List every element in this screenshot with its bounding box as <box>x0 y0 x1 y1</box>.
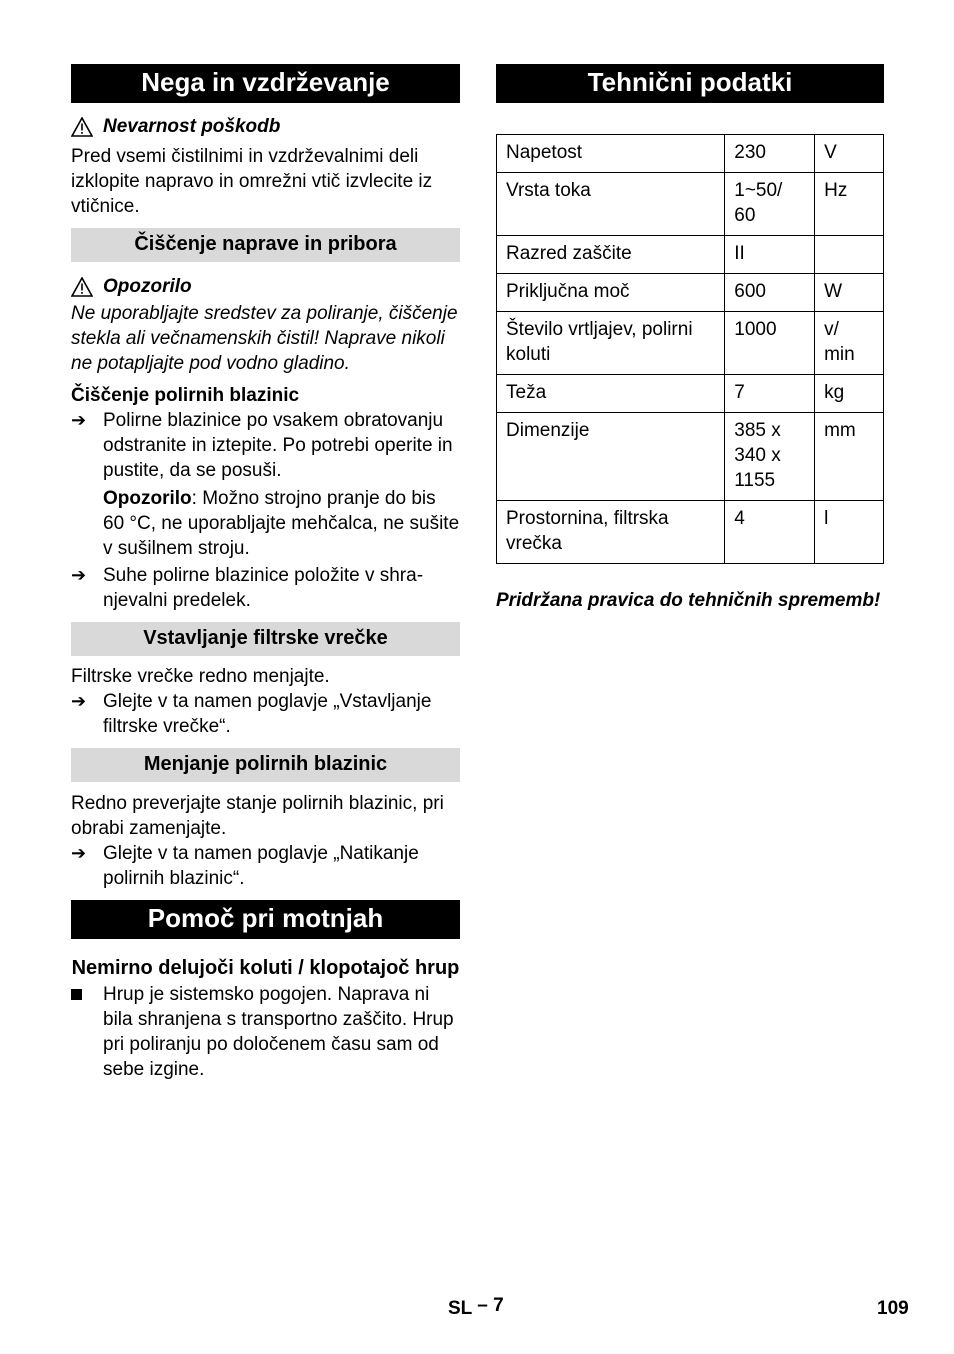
table-cell-label: Število vrtljajev, polirni koluti <box>497 312 725 375</box>
danger-label: Nevarnost poškodb <box>103 116 281 137</box>
warning-text: Ne uporabljajte sredstev za poliranje, čiščenje stekla ali večnamenskih čistil! Naprave nikoli ne potapljajte pod vodno gladino. <box>71 303 458 374</box>
table-cell-value: 1000 <box>725 312 815 375</box>
pads-note-label: Opozorilo <box>103 488 192 509</box>
table-cell-unit: kg <box>815 375 884 413</box>
list-item <box>71 689 460 739</box>
square-bullet-icon <box>71 989 82 1000</box>
right-column <box>496 64 884 613</box>
table-cell-label: Vrsta toka <box>497 173 725 236</box>
table-cell-value: 230 <box>725 135 815 173</box>
table-cell-label: Teža <box>497 375 725 413</box>
table-row <box>497 312 884 375</box>
table-cell-unit: l <box>815 501 884 564</box>
table-row <box>497 135 884 173</box>
section-cleaning: Čiščenje naprave in pribora <box>71 228 460 262</box>
table-cell-unit: W <box>815 274 884 312</box>
table-cell-unit: V <box>815 135 884 173</box>
warning-label: Opozorilo <box>103 276 192 297</box>
table-cell-unit: mm <box>815 413 884 501</box>
change-step: Glejte v ta namen poglavje „Natikanje polirnih blazinic“. <box>103 843 419 889</box>
table-cell-label: Razred zaščite <box>497 236 725 274</box>
table-row <box>497 173 884 236</box>
left-column <box>71 64 460 1082</box>
footer-lang-code: SL <box>448 1298 472 1319</box>
filter-text: Filtrske vrečke redno menjajte. <box>71 666 330 687</box>
list-item <box>71 563 460 613</box>
table-cell-value: II <box>725 236 815 274</box>
table-row <box>497 274 884 312</box>
warning-triangle-icon <box>71 277 93 297</box>
table-cell-label: Napetost <box>497 135 725 173</box>
footer-page-number: 109 <box>877 1298 909 1319</box>
warning-triangle-icon <box>71 117 93 137</box>
arrow-right-icon: ➔ <box>71 565 87 585</box>
warning-heading <box>71 274 460 299</box>
table-cell-value: 4 <box>725 501 815 564</box>
section-filter: Vstavljanje filtrske vrečke <box>71 622 460 656</box>
arrow-right-icon: ➔ <box>71 691 87 711</box>
change-text: Redno preverjajte stanje polirnih blazinic, pri obrabi zamenjajte. <box>71 793 444 839</box>
pads-step-1: Polirne blazinice po vsakem obratovanju odstranite in iztepite. Po potrebi operite in pustite, da se posuši. <box>103 410 453 481</box>
table-cell-value: 1~50/ 60 <box>725 173 815 236</box>
subheading-pads: Čiščenje polirnih blazinic <box>71 385 300 406</box>
table-cell-unit: v/ min <box>815 312 884 375</box>
footer-local-page: – 7 <box>477 1295 504 1316</box>
table-row <box>497 413 884 501</box>
footer-language <box>448 1295 504 1320</box>
table-row <box>497 501 884 564</box>
table-cell-label: Prostornina, filtrska vrečka <box>497 501 725 564</box>
table-cell-unit <box>815 236 884 274</box>
spec-table-body <box>497 135 884 564</box>
list-item <box>71 841 460 891</box>
table-cell-value: 7 <box>725 375 815 413</box>
pads-step-2: Suhe polirne blazinice položite v shranjevalni predelek. <box>103 565 424 611</box>
pads-note <box>71 486 460 561</box>
list-item <box>71 982 460 1082</box>
danger-heading <box>71 114 460 139</box>
pads-note-text: : Možno strojno pranje do bis 60 °C, ne uporabljajte mehčalca, ne sušite v sušilnem stroju. <box>103 488 460 559</box>
arrow-right-icon: ➔ <box>71 843 87 863</box>
danger-text: Pred vsemi čistilnimi in vzdrževalnimi deli izklopite napravo in omrežni vtič izvlecite iz vtičnice. <box>71 146 433 217</box>
subheading-noise: Nemirno delujoči koluti / klopotajoč hrup <box>71 957 460 979</box>
arrow-right-icon: ➔ <box>71 410 87 430</box>
spec-table <box>496 134 884 564</box>
table-cell-unit: Hz <box>815 173 884 236</box>
section-title-maintenance: Nega in vzdrževanje <box>71 64 460 103</box>
section-title-troubleshooting: Pomoč pri motnjah <box>71 900 460 939</box>
table-cell-value: 385 x 340 x 1155 <box>725 413 815 501</box>
section-change-pads: Menjanje polirnih blazinic <box>71 748 460 782</box>
table-row <box>497 375 884 413</box>
filter-step: Glejte v ta namen poglavje „Vstavljanje filtrske vrečke“. <box>103 691 432 737</box>
table-row <box>497 236 884 274</box>
table-cell-label: Dimenzije <box>497 413 725 501</box>
section-title-technical-data: Tehnični podatki <box>496 64 884 103</box>
noise-text: Hrup je sistemsko pogojen. Naprava ni bila shranjena s transportno zaščito. Hrup pri poliranju po določenem času sam od sebe izgine. <box>103 984 454 1080</box>
table-cell-label: Priključna moč <box>497 274 725 312</box>
table-cell-value: 600 <box>725 274 815 312</box>
rights-note: Pridržana pravica do tehničnih sprememb! <box>496 590 881 611</box>
list-item <box>71 408 460 483</box>
